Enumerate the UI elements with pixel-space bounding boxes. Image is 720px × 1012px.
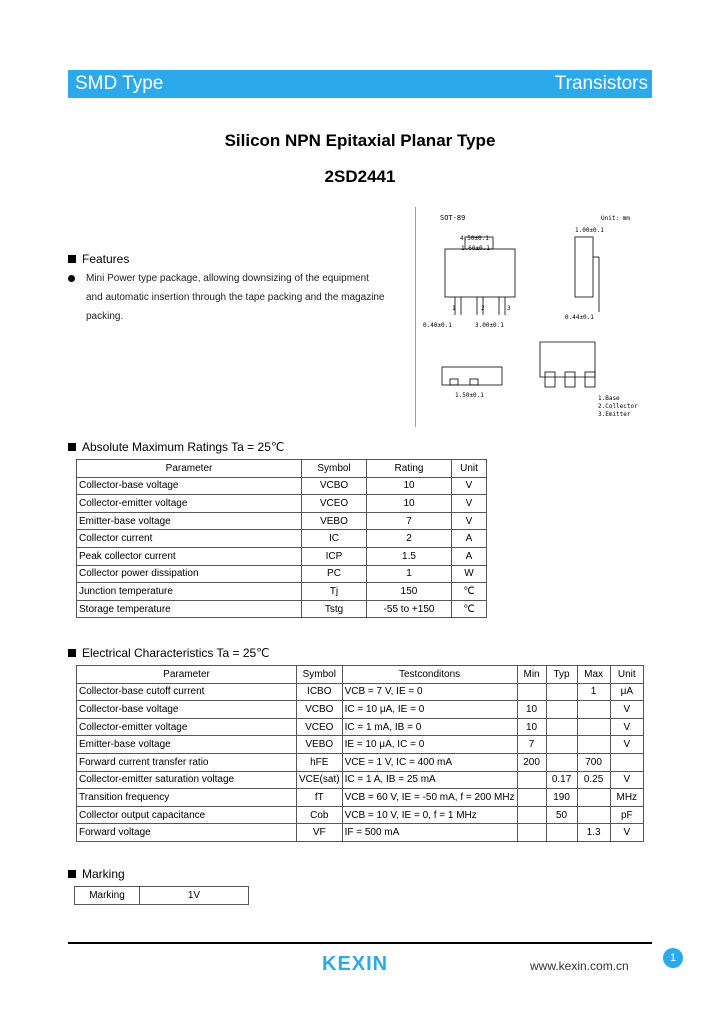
top-view-body (445, 249, 515, 297)
marking-label: Marking (75, 887, 140, 905)
table-cell: PC (302, 565, 367, 583)
table-header: Symbol (297, 666, 343, 684)
table-cell: A (452, 547, 487, 565)
table-cell: 10 (367, 495, 452, 513)
table-row (77, 547, 487, 565)
table-cell: VCBO (302, 477, 367, 495)
table-header: Testconditons (342, 666, 517, 684)
table-cell (577, 789, 610, 807)
table-cell: hFE (297, 753, 343, 771)
table-header: Parameter (77, 460, 302, 478)
table-header: Rating (367, 460, 452, 478)
package-diagram (415, 207, 652, 427)
pin-3-label: 3 (507, 305, 511, 312)
table-cell: V (610, 824, 643, 842)
table-cell: Peak collector current (77, 547, 302, 565)
table-cell (546, 753, 577, 771)
table-cell: VCE = 1 V, IC = 400 mA (342, 753, 517, 771)
table-cell: 700 (577, 753, 610, 771)
table-cell: A (452, 530, 487, 548)
table-cell: 200 (517, 753, 546, 771)
table-row (77, 600, 487, 618)
feature-line-2: and automatic insertion through the tape packing and the magazine (86, 292, 385, 303)
table-cell: MHz (610, 789, 643, 807)
table-cell: 0.17 (546, 771, 577, 789)
table-row (77, 512, 487, 530)
table-header: Unit (452, 460, 487, 478)
table-cell: VCEO (302, 495, 367, 513)
legend-collector: 2.Collector (598, 403, 638, 410)
table-row (77, 771, 644, 789)
feature-line-3: packing. (86, 311, 124, 322)
dim-lead-width: 0.44±0.1 (565, 314, 594, 321)
table-cell (577, 718, 610, 736)
legend-base: 1.Base (598, 395, 620, 402)
table-cell: VCE(sat) (297, 771, 343, 789)
abs-max-heading (68, 440, 284, 454)
table-cell: 10 (517, 701, 546, 719)
table-cell: IC = 1 A, IB = 25 mA (342, 771, 517, 789)
table-cell: Collector-base voltage (77, 477, 302, 495)
dim-thickness: 1.00±0.1 (575, 227, 604, 234)
table-cell: Tstg (302, 600, 367, 618)
table-cell: 190 (546, 789, 577, 807)
table-header: Unit (610, 666, 643, 684)
table-cell: IC = 10 μA, IE = 0 (342, 701, 517, 719)
table-cell: 1.5 (367, 547, 452, 565)
table-cell: Forward voltage (77, 824, 297, 842)
features-heading-text: Features (82, 252, 130, 266)
table-cell: Transition frequency (77, 789, 297, 807)
table-cell: VEBO (302, 512, 367, 530)
table-cell: 1 (367, 565, 452, 583)
footer-url[interactable]: www.kexin.com.cn (530, 959, 629, 973)
table-row (77, 718, 644, 736)
marking-heading-text: Marking (82, 867, 125, 881)
table-cell: VCB = 60 V, IE = -50 mA, f = 200 MHz (342, 789, 517, 807)
header-right-text: Transistors (554, 73, 648, 94)
table-cell: Collector-base cutoff current (77, 683, 297, 701)
table-cell: W (452, 565, 487, 583)
table-cell: Collector-base voltage (77, 701, 297, 719)
table-row (77, 565, 487, 583)
table-cell: V (452, 477, 487, 495)
table-cell: IE = 10 μA, IC = 0 (342, 736, 517, 754)
table-cell: 10 (517, 718, 546, 736)
table-cell: 2 (367, 530, 452, 548)
table-cell: VCBO (297, 701, 343, 719)
table-cell: Collector-emitter voltage (77, 718, 297, 736)
header-left-text: SMD Type (75, 73, 164, 94)
table-cell: VCB = 10 V, IE = 0, f = 1 MHz (342, 806, 517, 824)
pin-1-label: 1 (452, 305, 456, 312)
footer-divider (68, 942, 652, 944)
table-header-row (77, 666, 644, 684)
table-cell: -55 to +150 (367, 600, 452, 618)
table-cell: Collector current (77, 530, 302, 548)
table-row (77, 789, 644, 807)
table-cell: VCEO (297, 718, 343, 736)
table-header: Parameter (77, 666, 297, 684)
table-cell: VEBO (297, 736, 343, 754)
table-row (77, 806, 644, 824)
table-header-row (77, 460, 487, 478)
dim-width: 4.50±0.1 (460, 235, 489, 242)
legend-emitter: 3.Emitter (598, 411, 631, 418)
page-number-badge: 1 (663, 948, 683, 968)
table-cell (546, 701, 577, 719)
table-cell (577, 806, 610, 824)
dim-lead: 0.40±0.1 (423, 322, 452, 329)
table-cell: VCB = 7 V, IE = 0 (342, 683, 517, 701)
table-cell: Junction temperature (77, 583, 302, 601)
table-cell: fT (297, 789, 343, 807)
table-cell: V (610, 718, 643, 736)
table-cell: IC = 1 mA, IB = 0 (342, 718, 517, 736)
table-row (77, 701, 644, 719)
table-cell: 150 (367, 583, 452, 601)
header-banner (68, 70, 652, 98)
table-cell: ℃ (452, 583, 487, 601)
marking-table (74, 886, 249, 905)
table-row (75, 887, 249, 905)
table-cell: Collector output capacitance (77, 806, 297, 824)
table-cell (517, 789, 546, 807)
section-square-icon (68, 255, 76, 263)
table-cell (577, 736, 610, 754)
table-cell (546, 824, 577, 842)
section-square-icon (68, 443, 76, 451)
table-cell: V (610, 701, 643, 719)
table-cell: Storage temperature (77, 600, 302, 618)
unit-label: Unit: mm (601, 215, 630, 222)
abs-max-heading-text: Absolute Maximum Ratings Ta = 25℃ (82, 440, 285, 454)
elec-table (76, 665, 644, 842)
table-cell: VF (297, 824, 343, 842)
table-cell: Tj (302, 583, 367, 601)
table-row (77, 753, 644, 771)
table-cell: 7 (367, 512, 452, 530)
table-cell: ICBO (297, 683, 343, 701)
marking-value: 1V (140, 887, 249, 905)
bottom-view-body (442, 367, 502, 385)
table-cell (546, 718, 577, 736)
table-cell (610, 753, 643, 771)
table-cell: V (610, 736, 643, 754)
table-cell: IC (302, 530, 367, 548)
kexin-logo: KEXIN (322, 953, 389, 975)
table-cell: ICP (302, 547, 367, 565)
table-header: Typ (546, 666, 577, 684)
table-header: Min (517, 666, 546, 684)
table-cell: Emitter-base voltage (77, 512, 302, 530)
table-cell: Emitter-base voltage (77, 736, 297, 754)
table-cell: Collector power dissipation (77, 565, 302, 583)
bullet-icon (68, 275, 75, 282)
section-square-icon (68, 870, 76, 878)
table-row (77, 477, 487, 495)
table-cell: 0.25 (577, 771, 610, 789)
table-header: Max (577, 666, 610, 684)
table-cell: V (610, 771, 643, 789)
table-cell: Forward current transfer ratio (77, 753, 297, 771)
table-cell: 7 (517, 736, 546, 754)
table-row (77, 683, 644, 701)
table-cell (546, 683, 577, 701)
table-cell: Cob (297, 806, 343, 824)
table-cell: 10 (367, 477, 452, 495)
dim-pitch: 3.00±0.1 (475, 322, 504, 329)
table-cell: IF = 500 mA (342, 824, 517, 842)
marking-heading (68, 867, 125, 881)
table-cell: Collector-emitter saturation voltage (77, 771, 297, 789)
page-title: Silicon NPN Epitaxial Planar Type (224, 131, 496, 150)
table-row (77, 530, 487, 548)
package-name: SOT-89 (440, 214, 466, 222)
table-row (77, 824, 644, 842)
table-cell (577, 701, 610, 719)
dim-tab: 1.60±0.1 (461, 245, 490, 252)
table-cell: V (452, 512, 487, 530)
table-row (77, 736, 644, 754)
table-header: Symbol (302, 460, 367, 478)
table-cell (517, 806, 546, 824)
pin-2-label: 2 (481, 305, 485, 312)
table-cell: μA (610, 683, 643, 701)
abs-max-table (76, 459, 487, 618)
dim-bottom: 1.50±0.1 (455, 392, 484, 399)
features-heading (68, 252, 129, 266)
elec-heading (68, 646, 270, 660)
table-cell (517, 771, 546, 789)
table-cell: Collector-emitter voltage (77, 495, 302, 513)
table-cell: V (452, 495, 487, 513)
section-square-icon (68, 649, 76, 657)
table-cell (517, 824, 546, 842)
table-cell (546, 736, 577, 754)
feature-line-1: Mini Power type package, allowing downsizing of the equipment (86, 273, 369, 284)
part-number: 2SD2441 (324, 167, 396, 186)
table-cell: pF (610, 806, 643, 824)
side-view-body (575, 237, 593, 297)
table-cell: 50 (546, 806, 577, 824)
table-row (77, 495, 487, 513)
table-cell: ℃ (452, 600, 487, 618)
elec-heading-text: Electrical Characteristics Ta = 25℃ (82, 646, 270, 660)
table-cell: 1 (577, 683, 610, 701)
table-cell: 1.3 (577, 824, 610, 842)
table-row (77, 583, 487, 601)
table-cell (517, 683, 546, 701)
